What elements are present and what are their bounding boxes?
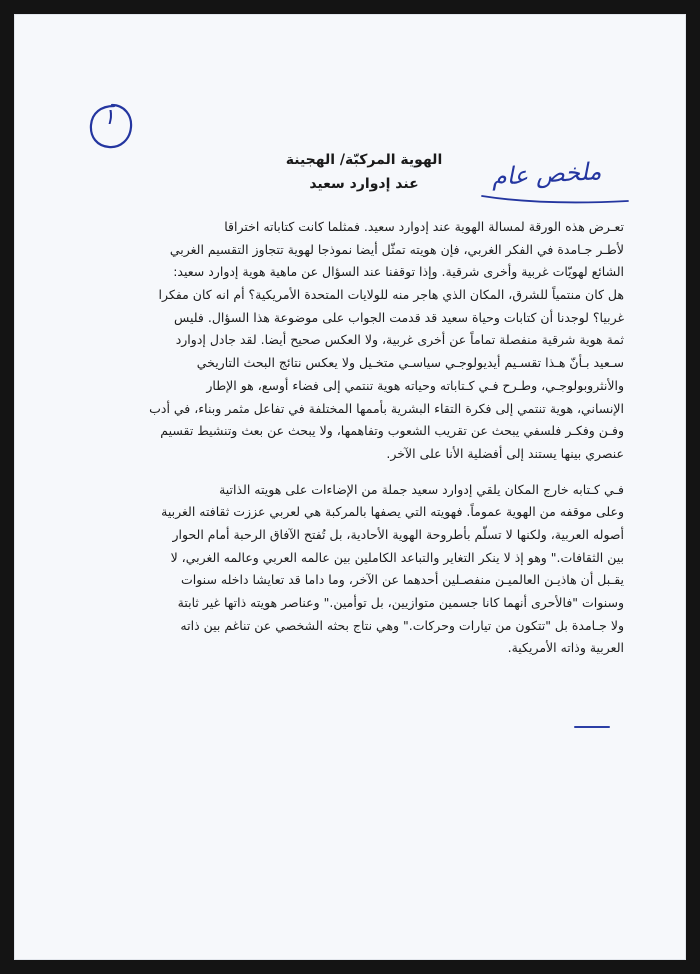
text-line: والأنثروبولوجـي، وطـرح فـي كـتاباته وحياته هوية تنتمي إلى فضاء أوسع، هو الإطار (206, 377, 624, 393)
text-line: وفـن وفكـر فلسفي يبحث عن تقريب الشعوب وتفاهمها، ولا يبحث عن بعث وتنشيط تقسيم (160, 423, 624, 439)
text-line: وسنوات "فالأحرى أنهما كانا جسمين متوازيين، بل توأمين." وعناصر هويته ذاتها غير ثابتة (177, 595, 624, 610)
text-line: العربية وذاته الأمريكية. (507, 640, 624, 656)
text-line: فـي كـتابه خارج المكان يلقي إدوارد سعيد جملة من الإضاءات على هويته الذاتية (219, 481, 624, 497)
text-line: تعـرض هذه الورقة لمسالة الهوية عند إدوارد سعيد. فمثلما كانت كتاباته اختراقا (224, 219, 624, 234)
text-line: الإنساني، هوية تنتمي إلى فكرة التقاء البشرية بأممها المختلفة في تفاعل مثمر وبناء، في أدب (149, 400, 624, 416)
text-line: لأطـر جـامدة في الفكر الغربي، فإن هويته تمثّل أيضا نموذجا لهوية تتجاوز التقسيم الغربي (169, 241, 624, 257)
text-line: وعلى موقفه من الهوية عموماً. فهويته التي يصفها بالمركبة هي لعربي عززت ثقافته الغربية (161, 504, 624, 520)
text-line: عنصري بينها يستند إلى أفضلية الأنا على الآخر. (386, 445, 624, 461)
text-line: ثمة هوية شرقية منفصلة تماماً عن أخرى غربية، ولا العكس صحيح أيضا. لقد جادل إدوارد (175, 332, 624, 348)
text-line: سـعيد بـأنّ هـذا تقسـيم أيديولوجـي سياسـي متخـيل ولا يعكس نتائج البحث التاريخي (196, 355, 624, 371)
handwritten-underline (480, 192, 630, 208)
text-line: ولا جـامدة بل "تتكون من تيارات وحركات." وهي نتاج بحثه الشخصي عن تناغم بين ذاته (180, 617, 624, 633)
text-line: هل كان منتمياً للشرق، المكان الذي هاجر منه للولايات المتحدة الأمريكية؟ أم انه كان مفكرا (158, 287, 624, 303)
text-line: بين الثقافات." وهو إذ لا ينكر التغاير والتباعد الكاملين بين عالمه العربي وعالمه الغربي، لا (170, 549, 624, 565)
text-line: أصوله العربية، ولكنها لا تسلّم بأطروحة الهوية الأحادية، بل تُفتح الآفاق الرحبة أمام الحوار (172, 526, 624, 542)
text-line: غربيا؟ لوجدنا أن كتابات وحياة سعيد قد قدمت الجواب على موضوعة هذا السؤال. فليس (174, 309, 624, 325)
title-line-2: عند إدوارد سعيد (309, 176, 419, 192)
document-title (234, 148, 494, 196)
paragraph-2 (116, 479, 624, 661)
document-body (116, 216, 624, 660)
paragraph-1 (116, 216, 624, 466)
text-line: الشائع لهويّات غربية وأخرى شرقية. وإذا توقفنا عند السؤال عن ماهية هوية إدوارد سعيد: (173, 264, 624, 280)
end-of-text-rule (574, 726, 610, 728)
handwritten-note: ملخص عام (490, 157, 603, 191)
page-number: ١ (103, 105, 115, 130)
title-line-1: الهوية المركبّة/ الهجينة (285, 152, 443, 168)
text-line: يقـبل أن هاذيـن العالميـن منفصـلين أحدهما عن الآخر، وما داما قد تعايشا داخله سنوات (180, 572, 624, 588)
document-page (14, 14, 686, 960)
